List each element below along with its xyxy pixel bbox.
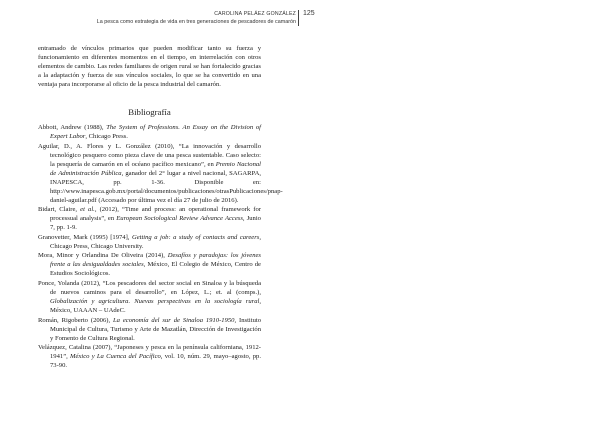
- entry-text: , Chicago Press, Chicago University.: [50, 233, 262, 250]
- entry-italic-text: Getting a job: a study of contacts and careers: [131, 233, 260, 241]
- entry-italic-text: La economía del sur de Sinaloa 1910-1950: [113, 316, 235, 324]
- entry-text: , (2012), “Time and process: an operational framework for processual analysis”, en: [50, 206, 261, 223]
- header-divider: [298, 10, 299, 26]
- entry-text: , Junio 7, pp. 1-9.: [50, 215, 261, 232]
- entry-italic-text: Globalización y agricultura. Nuevas perspectivas en la sociología rural: [50, 297, 260, 305]
- bibliography-entry: [38, 343, 261, 370]
- entry-text: Aguilar, D., A. Flores y L. González (2010), “La innovación y desarrollo tecnológico pesquero como pieza clave de una pesca sustentable. Caso selecto: la pesquería de camarón en el océano pacífico mexicano”, en: [38, 142, 261, 168]
- entry-text: Mora, Minor y Orlandina De Oliveira (2014),: [38, 252, 168, 260]
- entry-text: Granovetter, Mark (1995) [1974],: [38, 233, 132, 241]
- bibliography-entry: [38, 142, 283, 205]
- bibliography-entry: [38, 279, 261, 315]
- entry-text: , México, El Colegio de México, Centro de Estudios Sociológicos.: [50, 261, 261, 278]
- bibliography-entry: [38, 233, 261, 251]
- intro-paragraph: entramado de vínculos primarios que pueden modificar tanto su fuerza y funcionamiento en diferentes momentos en el tiempo, en interrelación con otros elementos de cambio. Las redes familiares de origen rural se han fortalecido gracias a la adaptación y fuerza de sus vínculos sociales, lo que se ha convertido en una ventaja para incorporarse al oficio de la pesca industrial del camarón.: [38, 45, 261, 88]
- entry-text: Abbott, Andrew (1988),: [38, 124, 107, 131]
- entry-italic-text: European Sociological Review Advance Access: [116, 215, 243, 223]
- entry-italic-text: The System of Professions. An Essay on the Division of Expert Labor: [50, 124, 261, 140]
- entry-text: Ponce, Yolanda (2012), “Los pescadores del sector social en Sinaloa y la búsqueda de nuevos caminos para el desarrollo”, en López, L.; et. al (comps.),: [38, 279, 261, 296]
- bibliography-heading: Bibliografía: [128, 107, 171, 117]
- entry-text: Román, Rigoberto (2006),: [38, 316, 114, 324]
- entry-italic-text: et al.: [80, 206, 95, 214]
- entry-text: , Chicago Press.: [85, 133, 128, 140]
- running-header-author: CAROLINA PELÁEZ GONZÁLEZ: [214, 11, 296, 17]
- entry-text: , ganador del 2° lugar a nivel nacional, SAGARPA, INAPESCA, pp. 1-36. Disponible en: http://www.inapesca.gob.mx/portal/documentos/publicaciones/otrasPublicaciones/pnap-daniel-aguilar.pdf (Accesado por última vez el día 27 de julio de 2016).: [50, 169, 283, 204]
- bibliography-list: [38, 123, 283, 370]
- running-header: [97, 10, 296, 26]
- bibliography-entry: [38, 123, 261, 141]
- entry-italic-text: Premio Nacional de Administración Pública: [50, 160, 261, 177]
- entry-text: , Instituto Municipal de Cultura, Turismo y Arte de Mazatlán, Dirección de Investigación y Fomento de Cultura Regional.: [50, 316, 262, 342]
- bibliography-entry: [38, 205, 261, 232]
- running-header-title: La pesca como estrategia de vida en tres generaciones de pescadores de camarón: [96, 19, 296, 25]
- entry-text: , vol. 10, núm. 29, mayo–agosto, pp. 73-90.: [50, 353, 261, 370]
- bibliography-entry: [38, 316, 261, 343]
- bibliography-entry: [38, 251, 261, 278]
- entry-text: , México, UAAAN – UAdeC.: [50, 297, 261, 314]
- page-body: [38, 44, 283, 371]
- entry-text: Velázquez, Catalina (2007), “Japoneses y pesca en la península californiana, 1912-1941”,: [38, 344, 261, 361]
- entry-italic-text: Desafíos y paradojas: los jóvenes frente a las desigualdades sociales: [50, 252, 262, 269]
- page-number: 125: [303, 10, 315, 17]
- entry-italic-text: México y La Cuenca del Pacífico: [70, 353, 161, 361]
- entry-text: Bidart, Claire,: [38, 206, 81, 214]
